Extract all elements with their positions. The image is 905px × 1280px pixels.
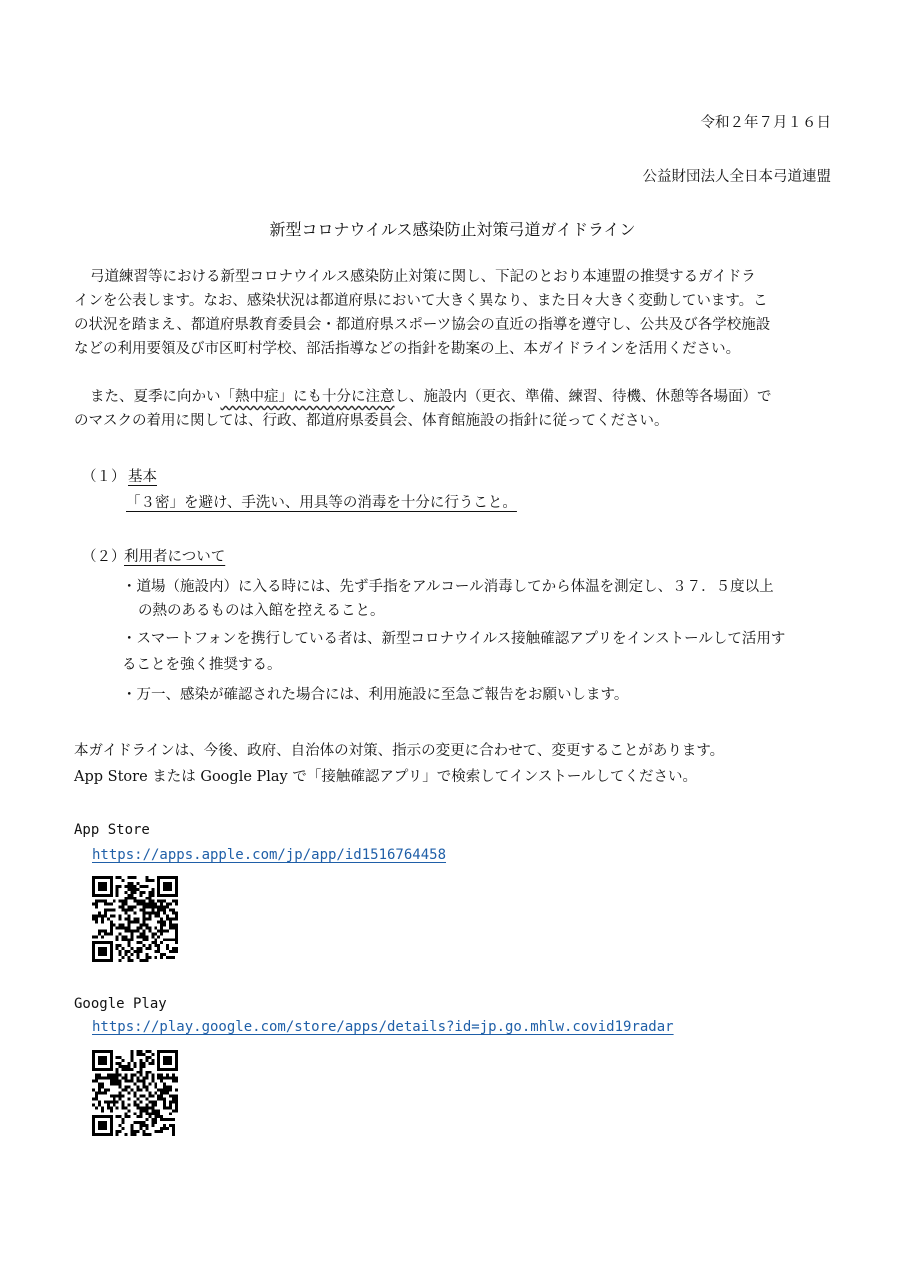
section1-number: （１） [82, 469, 126, 485]
section2-item-2-cont: ることを強く推奨する。 [122, 657, 282, 673]
googleplay-label: Google Play [74, 996, 167, 1012]
intro-line-2: インを公表します。なお、感染状況は都道府県において大きく異なり、また日々大きく変動しています。こ [74, 293, 768, 309]
section1-body: 「３密」を避け、手洗い、用具等の消毒を十分に行うこと。 [126, 495, 517, 511]
section2-item-2: ・スマートフォンを携行している者は、新型コロナウイルス接触確認アプリをインストールして活用す [122, 631, 786, 647]
section2-number: （２） [82, 549, 126, 565]
intro-p2-line-1 [90, 390, 772, 405]
intro-line-4: などの利用要領及び市区町村学校、部活指導などの指針を勘案の上、本ガイドラインを活用ください。 [74, 341, 741, 357]
note-line-1: 本ガイドラインは、今後、政府、自治体の対策、指示の変更に合わせて、変更することがあります。 [74, 743, 725, 759]
date: 令和２年７月１６日 [700, 115, 831, 131]
intro-line-1: 弓道練習等における新型コロナウイルス感染防止対策に関し、下記のとおり本連盟の推奨するガイドラ [90, 269, 756, 285]
appstore-qr-code [92, 876, 178, 962]
section2-heading: 利用者について [124, 549, 226, 565]
section2-item-3: ・万一、感染が確認された場合には、利用施設に至急ご報告をお願いします。 [122, 687, 629, 703]
intro-p2-line-2: のマスクの着用に関しては、行政、都道府県委員会、体育館施設の指針に従ってください。 [74, 413, 669, 429]
appstore-label: App Store [74, 822, 150, 838]
intro-p2-end: し、施設内（更衣、準備、練習、待機、休憩等各場面）で [394, 389, 772, 405]
section2-item-1-cont: の熱のあるものは入館を控えること。 [138, 603, 385, 619]
googleplay-link[interactable]: https://play.google.com/store/apps/details?id=jp.go.mhlw.covid19radar [92, 1019, 674, 1035]
section1-heading: 基本 [128, 469, 157, 485]
intro-line-3: の状況を踏まえ、都道府県教育委員会・都道府県スポーツ協会の直近の指導を遵守し、公共及び各学校施設 [74, 317, 771, 333]
heatstroke-warning: 「熱中症」にも十分に注意 [220, 389, 395, 405]
organization: 公益財団法人全日本弓道連盟 [642, 169, 831, 185]
intro-p2-start: また、夏季に向かい [90, 389, 221, 405]
section2-item-1: ・道場（施設内）に入る時には、先ず手指をアルコール消毒してから体温を測定し、３７．５度以上 [122, 579, 774, 595]
note-line-2: App Store または Google Play で「接触確認アプリ」で検索してインストールしてください。 [74, 769, 698, 785]
document-title: 新型コロナウイルス感染防止対策弓道ガイドライン [269, 220, 636, 239]
googleplay-qr-code [92, 1050, 178, 1136]
appstore-link[interactable]: https://apps.apple.com/jp/app/id1516764458 [92, 847, 447, 863]
